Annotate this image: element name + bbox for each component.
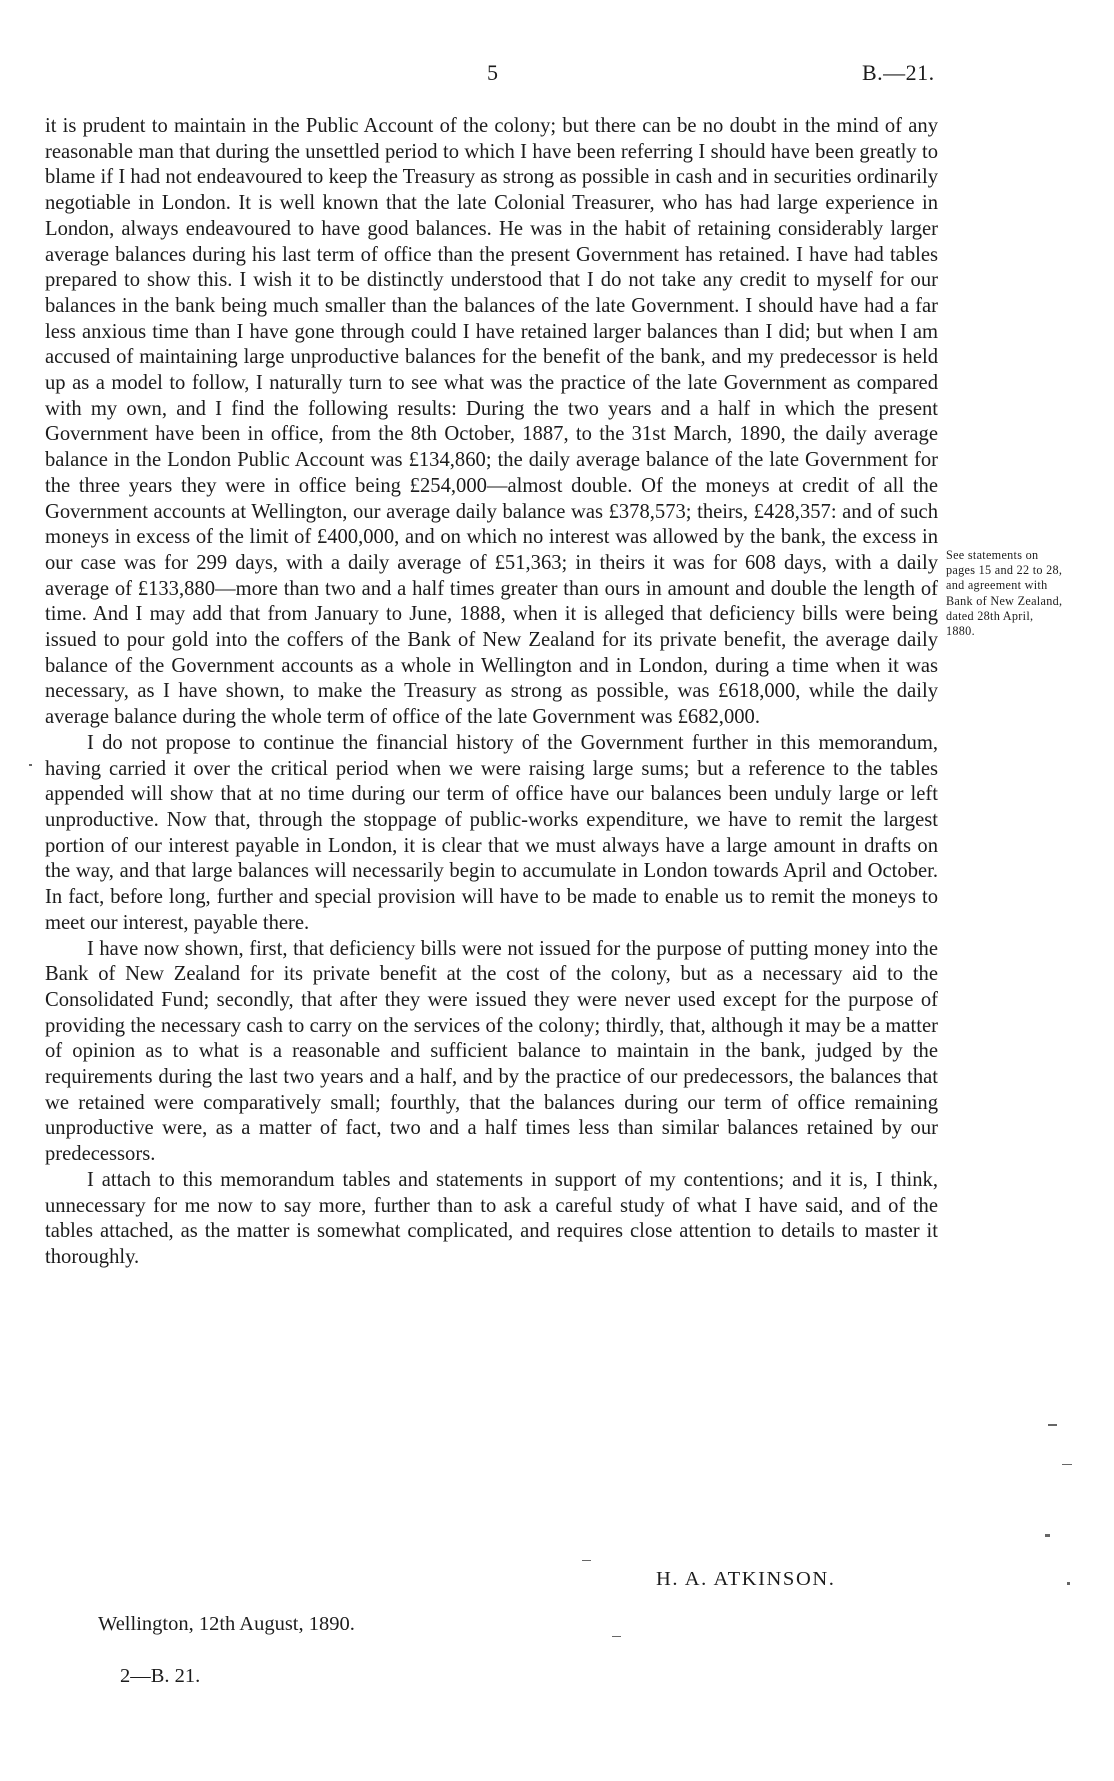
scan-artifact <box>29 764 32 766</box>
paragraph-4: I attach to this memorandum tables and statements in support of my contentions; and it is, I think, unnecessary for me now to say more, further than to ask a careful study of what I have said, and of the tables attached, as the matter is somewhat complicated, and requires close attention to details to master it thoroughly. <box>45 1168 938 1268</box>
document-reference: B.—21. <box>862 60 935 85</box>
signature: H. A. ATKINSON. <box>656 1568 836 1590</box>
paragraph-2: I do not propose to continue the financial history of the Government further in this memorandum, having carried it over the critical period when we were raising large sums; but a reference to the tables appended will show that at no time during our term of office have our balances been unduly large or left unproductive. Now that, through the stoppage of public-works expenditure, we have to remit the largest portion of our interest payable in London, it is clear that we must always have a large amount in drafts on the way, and that large balances will necessarily begin to accumulate in London towards April and October. In fact, before long, further and special provision will have to be made to enable us to remit the moneys to meet our interest, payable there. <box>45 731 938 934</box>
scan-artifact <box>612 1636 621 1637</box>
sheet-reference: 2—B. 21. <box>120 1665 201 1687</box>
scan-artifact <box>1067 1582 1070 1585</box>
page-number: 5 <box>487 60 498 85</box>
scan-artifact <box>582 1560 591 1561</box>
place-and-date: Wellington, 12th August, 1890. <box>98 1613 355 1635</box>
paragraph-1: it is prudent to maintain in the Public Account of the colony; but there can be no doubt in the mind of any reasonable man that during the unsettled period to which I have been referring I should have been greatly to blame if I had not endeavoured to keep the Treasury as strong as possible in cash and in securities ordinarily negotiable in London. It is well known that the late Colonial Treasurer, who has had large experience in London, always endeavoured to have good balances. He was in the habit of retaining considerably larger average balances during his last term of office than the present Government has retained. I have had tables prepared to show this. I wish it to be distinctly understood that I do not take any credit to myself for our balances in the bank being much smaller than the balances of the late Government. I should have had a far less anxious time than I have gone through could I have retained larger balances than I did; but when I am accused of maintaining large unproductive balances for the benefit of the bank, and my predecessor is held up as a model to follow, I naturally turn to see what was the practice of the late Government as compared with my own, and I find the following results: During the two years and a half in which the present Government have been in office, from the 8th October, 1887, to the 31st March, 1890, the daily average balance in the London Public Account was £134,860; the daily average balance of the late Government for the three years they were in office being £254,000—almost double. Of the moneys at credit of all the Government accounts at Wellington, our average daily balance was £378,573; theirs, £428,357: and of such moneys in excess of the limit of £400,000, and on which no interest was allowed by the bank, the excess in our case was for 299 days, with a daily average of £51,363; in theirs it was for 608 days, with a daily average of £133,880—more than two and a half times greater than ours in amount and double the length of time. And I may add that from January to June, 1888, when it is alleged that deficiency bills were being issued to pour gold into the coffers of the Bank of New Zealand for its private benefit, the average daily balance of the Government accounts as a whole in Wellington and in London, during a time when it was necessary, as I have shown, to make the Treasury as strong as possible, was £618,000, while the daily average balance during the whole term of office of the late Government was £682,000. <box>45 115 938 729</box>
scan-artifact <box>1048 1424 1057 1426</box>
scan-artifact <box>1062 1464 1072 1465</box>
margin-note: See statements on pages 15 and 22 to 28, and agreement with Bank of New Zealand, dated 28th April, 1880. <box>946 548 1063 639</box>
memorandum-body <box>45 114 938 1271</box>
paragraph-3: I have now shown, first, that deficiency bills were not issued for the purpose of putting money into the Bank of New Zealand for its private benefit at the cost of the colony, but as a necessary aid to the Consolidated Fund; secondly, that after they were issued they were never used except for the purpose of providing the necessary cash to carry on the services of the colony; thirdly, that, although it may be a matter of opinion as to what is a reasonable and sufficient balance to maintain in the bank, judged by the requirements during the last two years and a half, and by the practice of our predecessors, the balances that we retained were comparatively small; fourthly, that the balances during our term of office remaining unproductive were, as a matter of fact, two and a half times less than similar balances retained by our predecessors. <box>45 937 938 1166</box>
scan-artifact <box>1045 1534 1050 1537</box>
